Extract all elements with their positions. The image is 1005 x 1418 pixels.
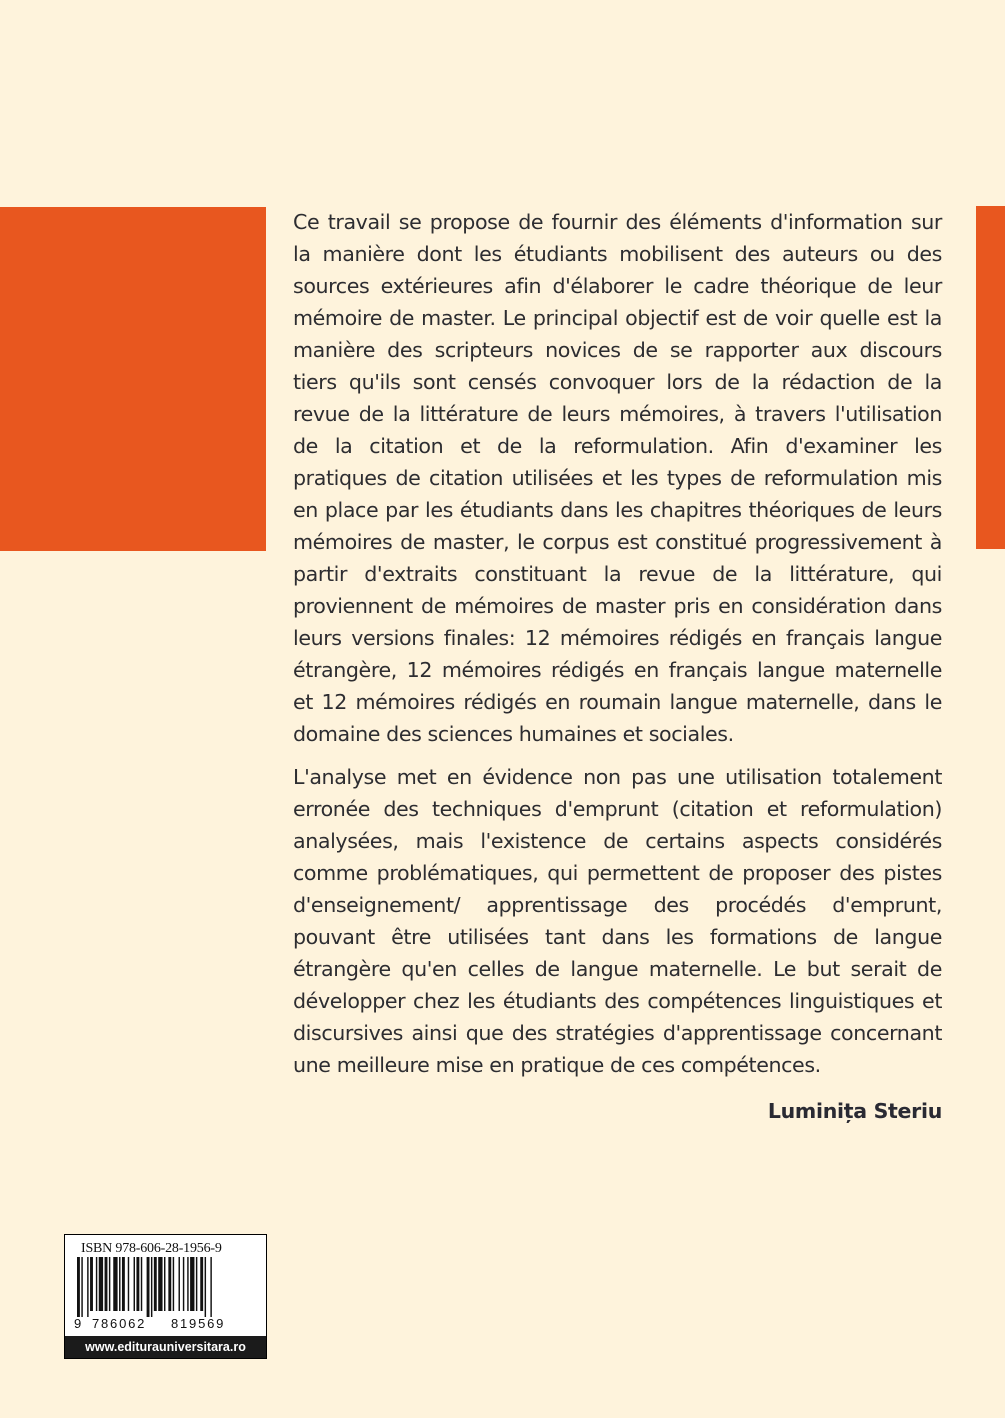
barcode-bar — [179, 1257, 180, 1311]
barcode-bar — [87, 1257, 88, 1317]
barcode-bar — [200, 1257, 203, 1311]
barcode-bar — [96, 1257, 97, 1311]
isbn-label: ISBN 978-606-28-1956-9 — [81, 1241, 222, 1256]
barcode-bar — [81, 1257, 82, 1317]
barcode-bar — [128, 1257, 129, 1311]
barcode-bar — [134, 1257, 135, 1311]
barcode-bar — [105, 1257, 108, 1311]
publisher-website: www.editurauniversitara.ro — [65, 1336, 266, 1358]
barcode-bar — [136, 1257, 139, 1311]
barcode-bar — [164, 1257, 165, 1311]
barcode-bar — [183, 1257, 184, 1311]
barcode-bar — [196, 1257, 197, 1311]
barcode-bar — [173, 1257, 174, 1311]
barcode-bar — [141, 1257, 142, 1311]
barcode-bar — [158, 1257, 162, 1311]
barcode-bar — [205, 1257, 206, 1317]
summary-paragraph-2: L'analyse met en évidence non pas une utilisation totalement erronée des techniques d'emprunt (citation et reformulation) analysées, mais l'existence de certains aspects considérés comme problématiques, qui permettent de proposer des pistes d'enseignement/ apprentissage des procédés d'emprunt, pouvant être utilisées tant dans les formations de langue étrangère qu'en celles de langue maternelle. Le but serait de développer chez les étudiants des compétences linguistiques et discursives ainsi que des stratégies d'apprentissage concernant une meilleure mise en pratique de ces compétences. — [293, 765, 942, 1077]
barcode-bar — [113, 1257, 117, 1311]
isbn-barcode-box — [64, 1234, 267, 1359]
barcode-bar — [210, 1257, 211, 1317]
barcode-bar — [147, 1257, 150, 1317]
barcode-bar — [187, 1257, 188, 1311]
barcode-digit-group-2: 819569 — [171, 1316, 226, 1331]
author-name: Luminița Steriu — [767, 1099, 942, 1123]
barcode-bar — [154, 1257, 157, 1311]
barcode-digit-first: 9 — [74, 1316, 82, 1331]
barcode-bar — [99, 1257, 103, 1311]
barcode-image — [69, 1257, 263, 1317]
barcode-bar — [151, 1257, 152, 1317]
barcode-bar — [119, 1257, 120, 1311]
barcode-bar — [90, 1257, 93, 1311]
barcode-digit-group-1: 786062 — [92, 1316, 147, 1331]
barcode-bar — [109, 1257, 110, 1311]
barcode-bar — [122, 1257, 125, 1311]
barcode-bar — [190, 1257, 194, 1311]
summary-paragraph-1: Ce travail se propose de fournir des éléments d'information sur la manière dont les étudiants mobilisent des auteurs ou des sources extérieures afin d'élaborer le cadre théorique de leur mémoire de master. Le principal objectif est de voir quelle est la manière des scripteurs novices de se rapporter aux discours tiers qu'ils sont censés convoquer lors de la rédaction de la revue de la littérature de leurs mémoires, à travers l'utilisation de la citation et de la reformulation. Afin d'examiner les pratiques de citation utilisées et les types de reformulation mis en place par les étudiants dans les chapitres théoriques de leurs mémoires de master, le corpus est constitué progressivement à partir d'extraits constituant la revue de la littérature, qui proviennent de mémoires de master pris en considération dans leurs versions finales: 12 mémoires rédigés en français langue étrangère, 12 mémoires rédigés en français langue maternelle et 12 mémoires rédigés en roumain langue maternelle, dans le domaine des sciences humaines et sociales. — [293, 210, 942, 746]
decorative-orange-block-left — [0, 207, 266, 551]
back-cover-summary — [293, 206, 942, 1127]
decorative-orange-block-right — [976, 206, 1005, 549]
barcode-bar — [77, 1257, 80, 1317]
barcode-bar — [168, 1257, 171, 1311]
